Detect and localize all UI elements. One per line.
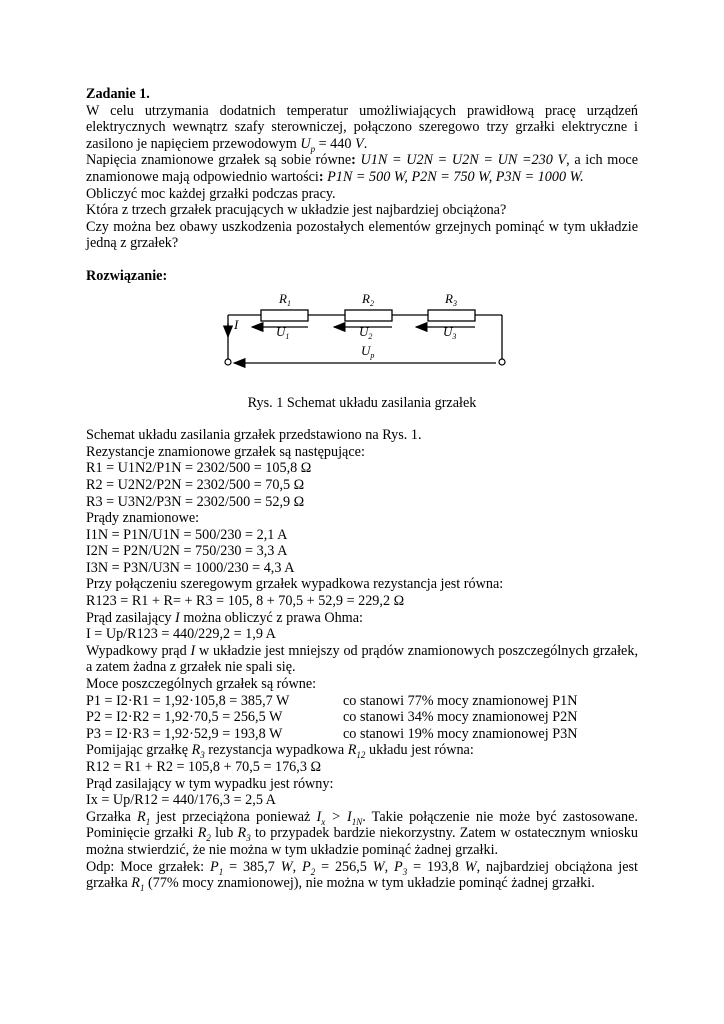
label-u3: $U_3$: [443, 323, 457, 341]
text-line: Prąd zasilający w tym wypadku jest równy:: [86, 775, 334, 792]
text-line: Rezystancje znamionowe grzałek są następujące:: [86, 443, 365, 460]
task-paragraph-2: Napięcia znamionowe grzałek są sobie równe: U1N = U2N = U2N = UN =230 V, a ich moce znamionowe mają odpowiednio wartości: P1N = 500 W, P2N = 750 W, P3N = 1000 W.: [86, 152, 639, 185]
power-row-1: P1 = I2·R1 = 1,92·105,8 = 385,7 W co stanowi 77% mocy znamionowej P1N: [86, 692, 578, 709]
resistor-r3: [428, 310, 475, 321]
text-paragraph: Wypadkowy prąd I w układzie jest mniejszy od prądów znamionowych poszczególnych grzałek, a zatem żadna z grzałek nie spali się.: [86, 642, 638, 676]
text-paragraph: Grzałka $R_1$ jest przeciążona ponieważ $I_x > I_{1N}$. Takie połączenie nie może być zastosowane. Pominięcie grzałki $R_2$ lub $R_3$ to przypadek bardzie niekorzystny. Zatem w ostatecznym wniosku można stwierdzić, że nie można w tym układzie pominąć żadnej grzałki.: [86, 808, 638, 858]
formula-r1: R1 = U1N2/P1N = 2302/500 = 105,8 Ω: [86, 460, 312, 477]
text-line: Pomijając grzałkę $R_3$ rezystancja wypadkowa $R_{12}$ układu jest równa:: [86, 742, 474, 761]
power-row-2: P2 = I2·R2 = 1,92·70,5 = 256,5 W co stanowi 34% mocy znamionowej P2N: [86, 709, 578, 726]
rated-voltages: U1N = U2N = U2N = UN =230 V: [360, 152, 567, 169]
formula-i2: I2N = P2N/U2N = 750/230 = 3,3 A: [86, 543, 288, 560]
formula-r12: R12 = R1 + R2 = 105,8 + 70,5 = 176,3 Ω: [86, 759, 322, 775]
terminal-right: [499, 359, 505, 365]
answer-paragraph: Odp: Moce grzałek: $P_1 = 385,7$ W, $P_2 = 256,5$ W, $P_3 = 193,8$ W, najbardziej obciążona jest grzałka $R_1$ (77% mocy znamionowej), nie można w tym układzie pominąć żadnej grzałki.: [86, 858, 638, 893]
task-question-1: Obliczyć moc każdej grzałki podczas pracy.: [86, 185, 336, 202]
formula-r123: R123 = R1 + R= + R3 = 105, 8 + 70,5 + 52,9 = 229,2 Ω: [86, 593, 405, 610]
label-r2: $R_2$: [362, 290, 374, 308]
text-line: Prądy znamionowe:: [86, 510, 200, 527]
document-page: [86, 86, 638, 892]
terminal-left: [225, 359, 231, 365]
task-title: Zadanie 1.: [86, 86, 150, 102]
solution-heading: Rozwiązanie:: [86, 267, 168, 284]
circuit-diagram: [86, 287, 638, 395]
rated-powers: P1N = 500 W, P2N = 750 W, P3N = 1000 W.: [327, 168, 584, 185]
formula-r2: R2 = U2N2/P2N = 2302/500 = 70,5 Ω: [86, 476, 305, 493]
formula-i3: I3N = P3N/U3N = 1000/230 = 4,3 A: [86, 559, 295, 576]
formula-i1: I1N = P1N/U1N = 500/230 = 2,1 A: [86, 526, 288, 543]
figure-caption: Rys. 1 Schemat układu zasilania grzałek: [247, 394, 477, 411]
formula-ohm: I = Up/R123 = 440/229,2 = 1,9 A: [86, 626, 276, 643]
text-line: Przy połączeniu szeregowym grzałek wypadkowa rezystancja jest równa:: [86, 576, 504, 593]
formula-ix: Ix = Up/R12 = 440/176,3 = 2,5 A: [86, 792, 276, 809]
task-paragraph-1: W celu utrzymania dodatnich temperatur umożliwiających prawidłową pracę urządzeń elektrycznych wewnątrz szafy sterowniczej, połączono szeregowo trzy grzałki elektryczne i zasilono je napięciem przewodowym $U_p = 440$ V.: [86, 102, 638, 154]
label-i: I: [234, 316, 239, 332]
label-up: $U_p$: [361, 342, 375, 360]
label-u1: $U_1$: [276, 323, 290, 341]
formula-r3: R3 = U3N2/P3N = 2302/500 = 52,9 Ω: [86, 493, 305, 510]
resistor-r2: [345, 310, 392, 321]
label-r1: $R_1$: [279, 290, 291, 308]
text-line: Schemat układu zasilania grzałek przedstawiono na Rys. 1.: [86, 427, 422, 444]
task-question-2: Która z trzech grzałek pracujących w układzie jest najbardziej obciążona?: [86, 202, 507, 219]
text-line: Moce poszczególnych grzałek są równe:: [86, 676, 317, 693]
text-line: Prąd zasilający I można obliczyć z prawa Ohma:: [86, 609, 363, 626]
task-question-3: Czy można bez obawy uszkodzenia pozostałych elementów grzejnych pominąć w tym układzie jedną z grzałek?: [86, 218, 638, 252]
power-row-3: P3 = I2·R3 = 1,92·52,9 = 193,8 W co stanowi 19% mocy znamionowej P3N: [86, 725, 578, 742]
circuit-svg: [86, 287, 638, 395]
label-u2: $U_2$: [359, 323, 373, 341]
resistor-r1: [261, 310, 308, 321]
label-r3: $R_3$: [445, 290, 457, 308]
